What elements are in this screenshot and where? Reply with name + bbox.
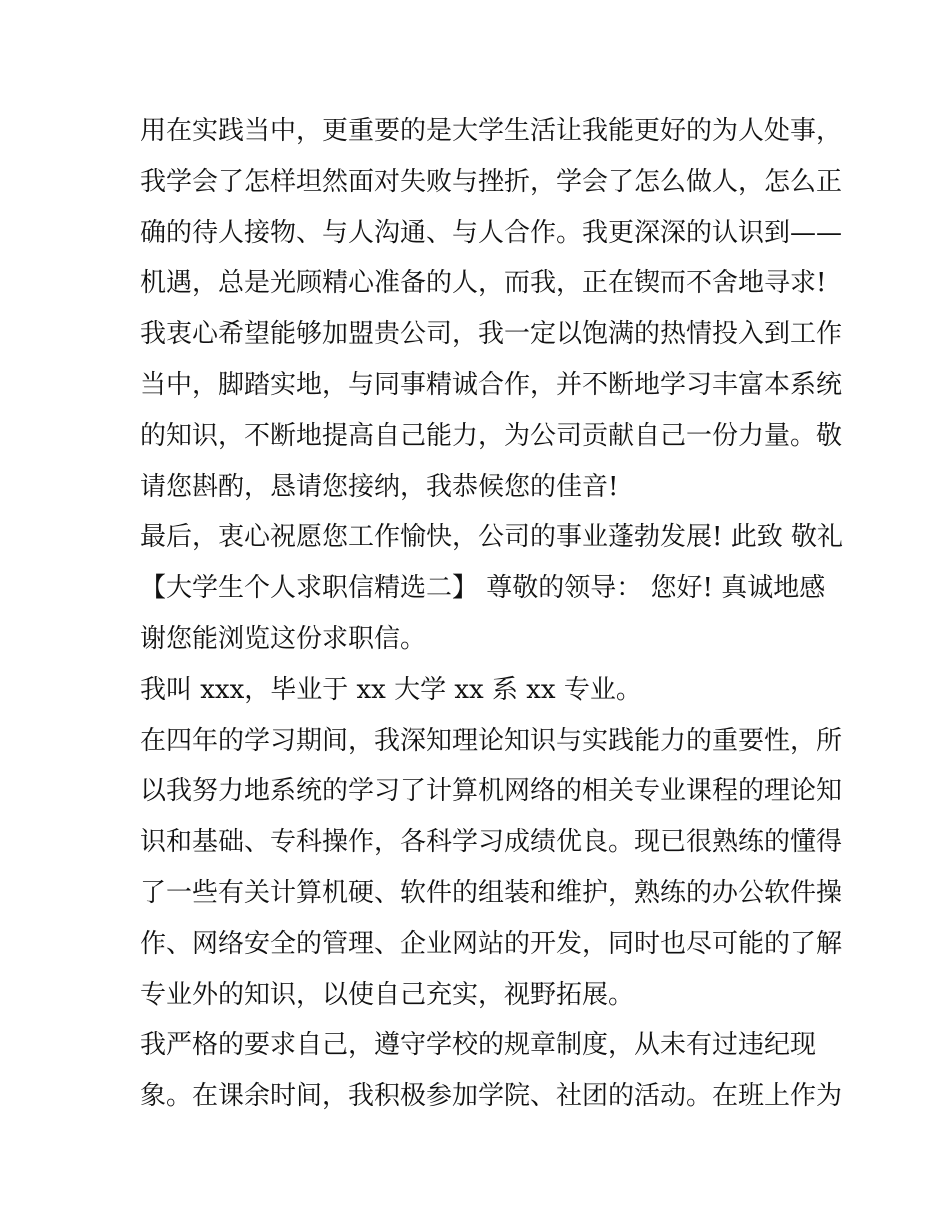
text-line: 了一些有关计算机硬、软件的组装和维护，熟练的办公软件操	[140, 877, 843, 908]
text-line: 我衷心希望能够加盟贵公司，我一定以饱满的热情投入到工作	[140, 319, 843, 350]
text-line: 当中，脚踏实地，与同事精诚合作，并不断地学习丰富本系统	[140, 369, 843, 400]
text-line: 确的待人接物、与人沟通、与人合作。我更深深的认识到——	[140, 217, 843, 248]
text-line: 用在实践当中，更重要的是大学生活让我能更好的为人处事，	[140, 116, 843, 146]
text-line: 最后，衷心祝愿您工作愉快，公司的事业蓬勃发展! 此致 敬礼	[140, 522, 843, 553]
text-line: 的知识，不断地提高自己能力，为公司贡献自己一份力量。敬	[140, 420, 843, 451]
text-line: 识和基础、专科操作，各科学习成绩优良。现已很熟练的懂得	[140, 827, 843, 858]
text-line: 谢您能浏览这份求职信。	[140, 623, 427, 654]
text-line: 专业外的知识，以使自己充实，视野拓展。	[140, 979, 635, 1010]
text-line: 【大学生个人求职信精选二】 尊敬的领导： 您好! 真诚地感	[140, 573, 826, 604]
text-line: 作、网络安全的管理、企业网站的开发，同时也尽可能的了解	[140, 928, 843, 959]
text-line: 我学会了怎样坦然面对失败与挫折，学会了怎么做人，怎么正	[140, 166, 843, 197]
text-line: 象。在课余时间，我积极参加学院、社团的活动。在班上作为	[140, 1081, 843, 1112]
document-body	[140, 106, 843, 1122]
text-line: 请您斟酌，恳请您接纳，我恭候您的佳音!	[140, 471, 619, 502]
text-line: 我叫 xxx，毕业于 xx 大学 xx 系 xx 专业。	[140, 674, 642, 705]
text-line: 以我努力地系统的学习了计算机网络的相关专业课程的理论知	[140, 776, 843, 807]
text-line: 机遇，总是光顾精心准备的人，而我，正在锲而不舍地寻求!	[140, 268, 827, 299]
text-line: 在四年的学习期间，我深知理论知识与实践能力的重要性，所	[140, 725, 843, 756]
text-line: 我严格的要求自己，遵守学校的规章制度，从未有过违纪现	[140, 1030, 817, 1061]
